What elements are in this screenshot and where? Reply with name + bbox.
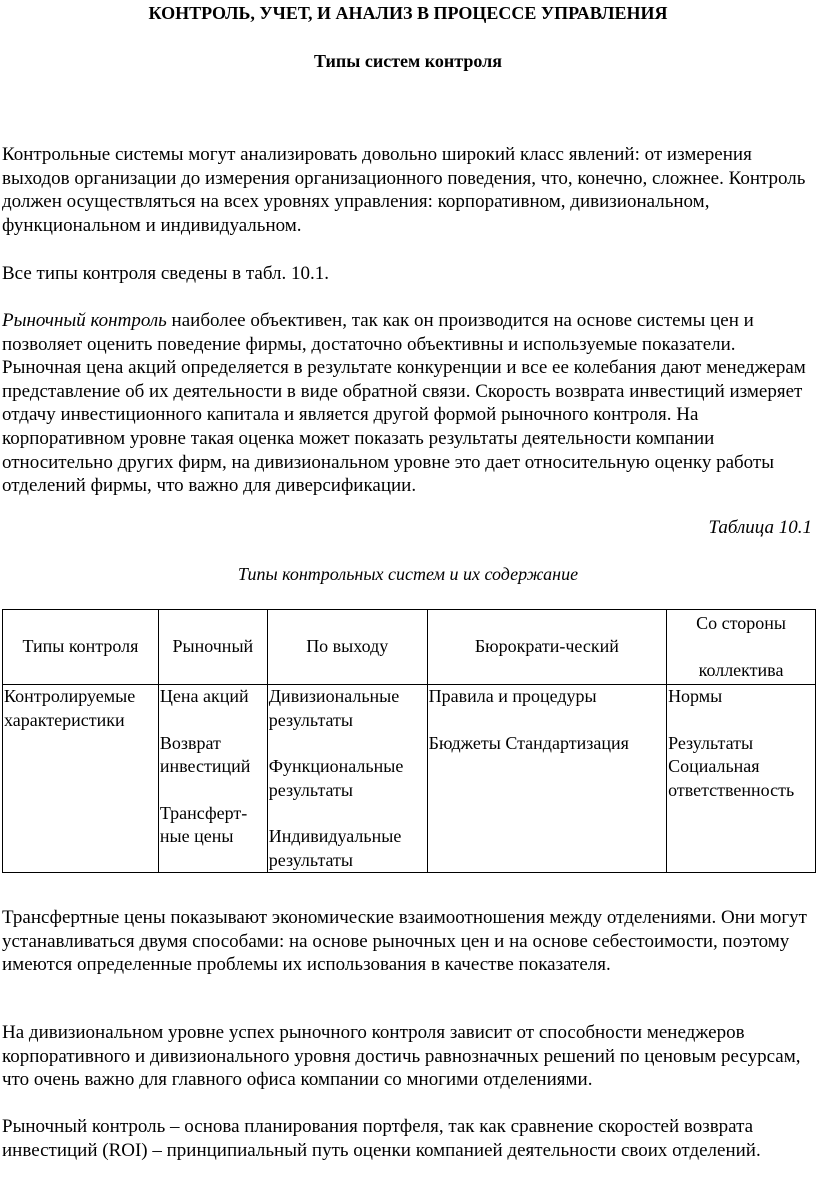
paragraph-market-control	[2, 309, 814, 498]
clan-item-norms: Нормы	[668, 686, 723, 706]
table-caption: Типы контрольных систем и их содержание	[237, 564, 579, 584]
paragraph-transfer-prices: Трансфертные цены показывают экономические взаимоотношения между отделениями. Они могут устанавливаться двумя способами: на основе рыночных цен и на основе себестоимости, поэтому имеются определенные проблемы их использования в качестве показателя.	[2, 907, 807, 976]
header-output: По выходу	[267, 610, 427, 685]
paragraph-divisional-level: На дивизиональном уровне успех рыночного контроля зависит от способности менеджеров корпоративного и дивизионального уровня достичь равнозначных решений по ценовым ресурсам, что очень важно для главного офиса компании со многими отделениями.	[2, 1022, 801, 1091]
output-item-individual: Индивидуальные результаты	[268, 826, 402, 870]
output-item-functional: Функциональные результаты	[268, 756, 404, 800]
clan-item-results: Результаты Социальная ответственность	[668, 732, 795, 800]
header-clan-line2: коллектива	[698, 659, 784, 680]
section-title: Типы систем контроля	[314, 51, 502, 71]
bureaucratic-item-rules: Правила и процедуры	[428, 686, 597, 706]
row-label: Контролируемые характеристики	[3, 685, 159, 873]
output-item-divisional: Дивизиональные результаты	[268, 686, 400, 730]
table-row	[3, 685, 816, 873]
table-header-row	[3, 610, 816, 685]
paragraph-intro: Контрольные системы могут анализировать довольно широкий класс явлений: от измерения выходов организации до измерения организационного поведения, что, конечно, сложнее. Контроль должен осуществляться на всех уровнях управления: корпоративном, дивизиональном, функциональном и индивидуальном.	[2, 144, 806, 236]
table-number: Таблица 10.1	[708, 517, 812, 538]
market-item-roi: Возврат инвестиций	[159, 732, 251, 776]
document-title: КОНТРОЛЬ, УЧЕТ, И АНАЛИЗ В ПРОЦЕССЕ УПРАВЛЕНИЯ	[148, 3, 668, 23]
header-market: Рыночный	[158, 610, 267, 685]
control-types-table	[2, 609, 816, 873]
market-control-term: Рыночный контроль	[2, 310, 167, 331]
header-control-types: Типы контроля	[3, 610, 159, 685]
cell-bureaucratic	[427, 685, 666, 873]
header-clan-line1: Со стороны	[696, 613, 786, 633]
bureaucratic-item-budgets: Бюджеты Стандартизация	[428, 732, 629, 753]
cell-output	[267, 685, 427, 873]
paragraph-market-control-text: наиболее объективен, так как он производится на основе системы цен и позволяет оценить поведение фирмы, достаточно объективны и используемые показатели. Рыночная цена акций определяется в результате конкуренции и все ее колебания дают менеджерам представление об их деятельности в виде обратной связи. Скорость возврата инвестиций измеряет отдачу инвестиционного капитала и является другой формой рыночного контроля. На корпоративном уровне такая оценка может показать результаты деятельности компании относительно других фирм, на дивизиональном уровне это дает относительную оценку работы отделений фирмы, что важно для диверсификации.	[2, 310, 806, 497]
market-item-stock-price: Цена акций	[159, 686, 249, 706]
paragraph-portfolio: Рыночный контроль – основа планирования портфеля, так как сравнение скоростей возврата инвестиций (ROI) – принципиальный путь оценки компанией деятельности своих отделений.	[2, 1116, 761, 1161]
cell-clan	[667, 685, 816, 873]
paragraph-table-ref: Все типы контроля сведены в табл. 10.1.	[2, 263, 329, 284]
cell-market	[158, 685, 267, 873]
header-clan	[667, 610, 816, 685]
header-bureaucratic: Бюрократи-ческий	[427, 610, 666, 685]
market-item-transfer-prices: Трансферт-ные цены	[159, 802, 248, 846]
